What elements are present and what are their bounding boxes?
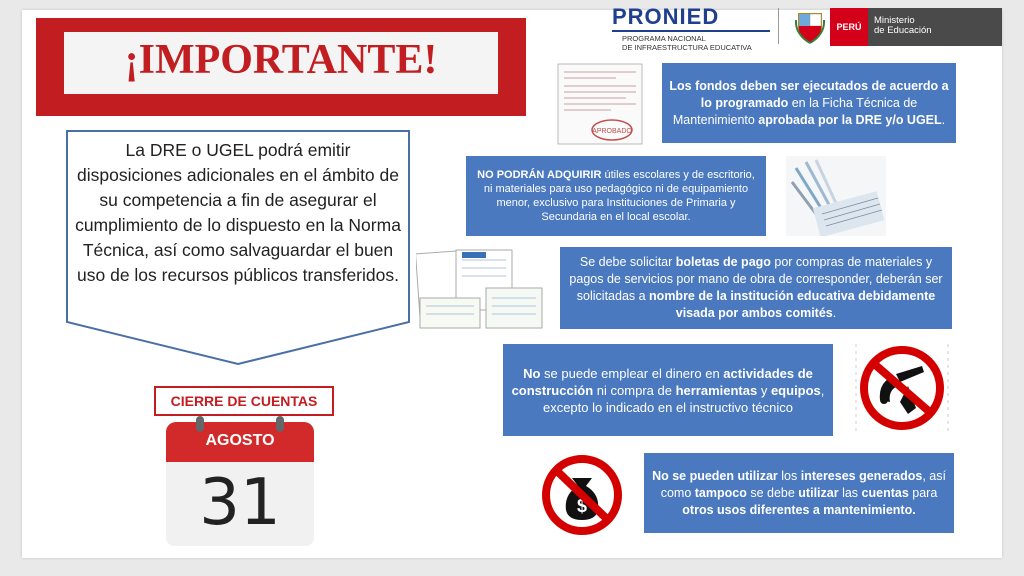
note-no-adquirir-t1: útiles escolares y de escritorio, ni materiales para uso pedagógico ni de equipamiento menor, exclusivo para Instituciones de Primaria y Secundaria en el local escolar. <box>483 169 755 223</box>
note-intereses-t3: se debe <box>746 485 799 500</box>
note-boletas-b2: nombre de la institución educativa debidamente visada por ambos comités <box>649 289 936 320</box>
note-construccion <box>503 344 833 436</box>
ministry-line-2: de Educación <box>874 25 932 36</box>
pronied-logo-text: PRONIED <box>612 4 720 29</box>
note-construccion-b1: No <box>523 365 541 381</box>
note-fondos <box>662 63 956 143</box>
calendar-icon <box>166 422 314 546</box>
approved-stamp-text: APROBADO <box>592 128 632 135</box>
calendar-ring <box>276 416 284 432</box>
peru-label: PERÚ <box>830 8 868 46</box>
note-construccion-t3: y <box>757 382 771 398</box>
note-intereses-b3: tampoco <box>694 485 747 500</box>
note-boletas-b1: boletas de pago <box>675 255 771 269</box>
note-fondos-b1: Los fondos deben ser ejecutados de acuerdo a lo programado <box>669 78 949 110</box>
logo-divider <box>778 8 779 44</box>
note-intereses-b6: otros usos diferentes a mantenimiento. <box>682 502 916 517</box>
note-construccion-b4: equipos <box>770 382 821 398</box>
receipts-image <box>416 248 546 332</box>
note-construccion-t4: , excepto lo indicado en el instructivo técnico <box>542 382 825 415</box>
approved-document-image <box>556 62 644 146</box>
note-intereses-b5: cuentas <box>861 485 909 500</box>
note-intereses-b2: intereses generados <box>800 468 923 483</box>
stamp-inner <box>64 32 498 94</box>
page-title: ¡IMPORTANTE! <box>124 37 438 83</box>
ministry-label <box>868 8 1002 46</box>
note-no-adquirir-b1: NO PODRÁN ADQUIRIR <box>477 169 602 181</box>
no-tools-icon <box>850 342 954 434</box>
pronied-subtitle-2: DE INFRAESTRUCTURA EDUCATIVA <box>622 43 752 52</box>
no-money-bag-icon <box>536 454 628 536</box>
note-intereses-t5: para <box>908 485 938 500</box>
note-boletas-t2: . <box>832 306 837 320</box>
note-no-adquirir <box>466 156 766 236</box>
pronied-subtitle-1: PROGRAMA NACIONAL <box>622 34 706 43</box>
note-intereses-t2: , así como <box>660 468 946 500</box>
note-fondos-b2: aprobada por la DRE y/o UGEL <box>758 112 942 127</box>
minedu-logo <box>790 8 1002 46</box>
note-intereses-b1: No se pueden utilizar <box>652 468 778 483</box>
importante-stamp <box>36 18 526 116</box>
note-boletas-t0: Se debe solicitar <box>579 255 676 269</box>
pronied-logo <box>612 4 770 50</box>
note-construccion-t1: se puede emplear el dinero en <box>540 365 724 381</box>
note-boletas <box>560 247 952 329</box>
school-supplies-image <box>786 156 886 236</box>
note-fondos-t2: . <box>941 112 946 127</box>
note-intereses-t4: las <box>838 485 862 500</box>
calendar-month: AGOSTO <box>205 432 275 449</box>
svg-text:$: $ <box>576 496 588 516</box>
note-construccion-b2: actividades de construcción <box>511 365 813 398</box>
cierre-label: CIERRE DE CUENTAS <box>154 386 334 416</box>
callout-text: La DRE o UGEL podrá emitir disposiciones adicionales en el ámbito de su competencia a fin de asegurar el cumplimiento de lo dispuesto en la Norma Técnica, así como salvaguardar el buen uso de los recursos públicos transferidos. <box>75 140 401 285</box>
note-fondos-t1: en la Ficha Técnica de Mantenimiento <box>672 95 918 127</box>
ministry-line-1: Ministerio <box>874 15 915 26</box>
calendar-day: 31 <box>199 466 281 540</box>
note-construccion-t2: ni compra de <box>593 382 676 398</box>
note-boletas-t1: por compras de materiales y pagos de servicios por mano de obra de corresponder, deberán ser solicitadas a <box>569 255 943 303</box>
note-construccion-b3: herramientas <box>675 382 758 398</box>
note-intereses <box>644 453 954 533</box>
coat-of-arms-icon <box>790 8 830 46</box>
calendar-ring <box>196 416 204 432</box>
note-intereses-b4: utilizar <box>798 485 839 500</box>
pronied-logo-rule <box>612 30 770 32</box>
note-intereses-t1: los <box>777 468 801 483</box>
